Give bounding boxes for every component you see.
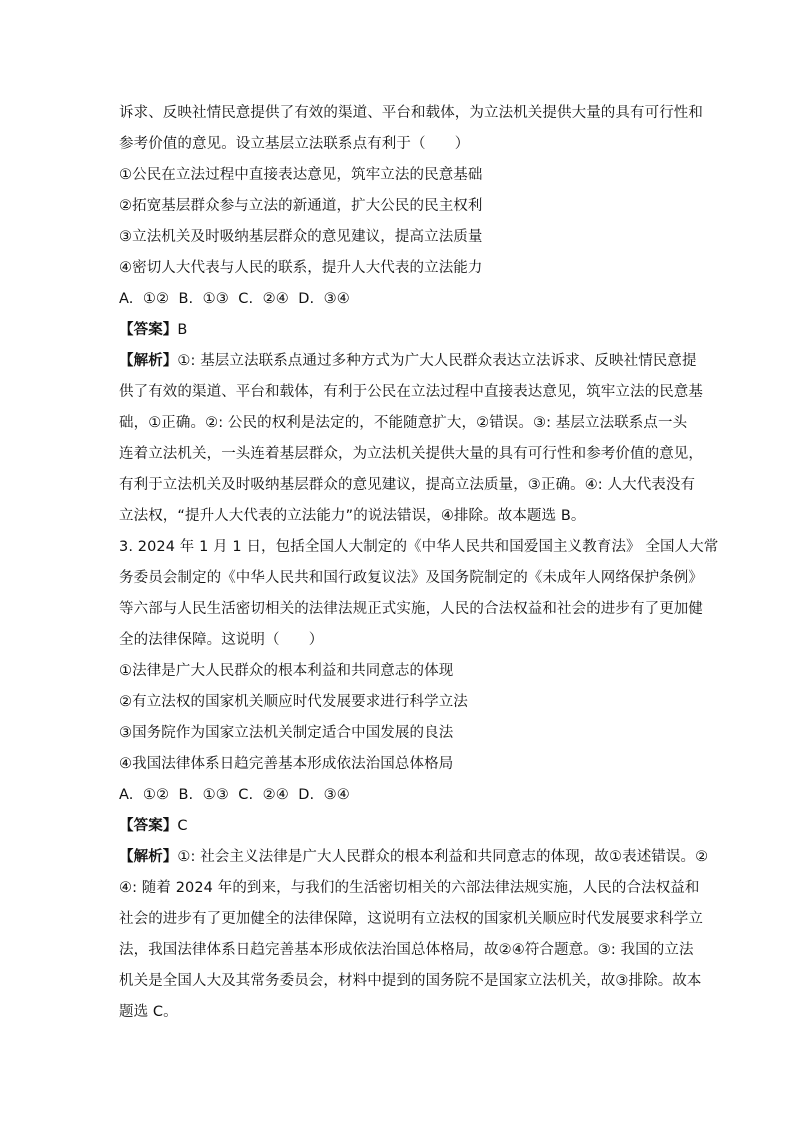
q3-analysis-line: 机关是全国人大及其常务委员会，材料中提到的国务院不是国家立法机关，故③排除。故本 [119,973,702,989]
q3-answer [119,811,689,842]
q2-analysis-line: 有利于立法机关及时吸纳基层群众的意见建议，提高立法质量，③正确。④: 人大代表没有 [119,477,696,493]
q3-option: ④我国法律体系日趋完善基本形成依法治国总体格局 [119,756,454,772]
q2-option: ④密切人大代表与人民的联系，提升人大代表的立法能力 [119,260,483,276]
q2-stem-line: 诉求、反映社情民意提供了有效的渠道、平台和载体，为立法机关提供大量的具有可行性和 [119,105,703,121]
q2-answer [119,315,689,346]
q2-option: ②拓宽基层群众参与立法的新通道，扩大公民的民主权利 [119,198,483,214]
q3-choices: A. ①② B. ①③ C. ②④ D. ③④ [119,787,350,803]
q3-analysis-line [119,842,709,873]
answer-value: B [177,322,188,338]
document-content [119,98,719,1028]
q2-option: ③立法机关及时吸纳基层群众的意见建议，提高立法质量 [119,229,483,245]
q3-analysis-line: 社会的进步有了更加健全的法律保障，这说明有立法权的国家机关顺应时代发展要求科学立 [119,911,703,927]
q2-analysis-line: 立法权，“提升人大代表的立法能力”的说法错误，④排除。故本题选 B。 [119,508,586,524]
analysis-text: ①: 基层立法联系点通过多种方式为广大人民群众表达立法诉求、反映社情民意提 [177,353,697,369]
q2-option: ①公民在立法过程中直接表达意见，筑牢立法的民意基础 [119,167,483,183]
q2-analysis-line [119,346,697,377]
analysis-label: 【解析】 [119,353,178,369]
analysis-label: 【解析】 [119,849,178,865]
q3-option: ①法律是广大人民群众的根本利益和共同意志的体现 [119,663,454,679]
analysis-text: ①: 社会主义法律是广大人民群众的根本利益和共同意志的体现，故①表述错误。② [177,849,709,865]
q3-stem-line: 全的法律保障。这说明（ ） [119,632,324,648]
q2-analysis-line: 础，①正确。②: 公民的权利是法定的，不能随意扩大，②错误。③: 基层立法联系点一头 [119,415,688,431]
q2-analysis-line: 供了有效的渠道、平台和载体，有利于公民在立法过程中直接表达意见，筑牢立法的民意基 [119,384,703,400]
q3-analysis-line: ④: 随着 2024 年的到来，与我们的生活密切相关的六部法律法规实施，人民的合法权益和 [119,880,700,896]
answer-label: 【答案】 [119,818,178,834]
q2-analysis-line: 连着立法机关，一头连着基层群众，为立法机关提供大量的具有可行性和参考价值的意见， [119,446,703,462]
q3-stem-line: 等六部与人民生活密切相关的法律法规正式实施，人民的合法权益和社会的进步有了更加健 [119,601,703,617]
q3-analysis-line: 题选 C。 [119,1004,178,1020]
q2-choices: A. ①② B. ①③ C. ②④ D. ③④ [119,291,350,307]
q3-stem-line: 务委员会制定的《中华人民共和国行政复议法》及国务院制定的《未成年人网络保护条例》 [119,570,703,586]
answer-label: 【答案】 [119,322,178,338]
answer-value: C [177,818,188,834]
q3-option: ②有立法权的国家机关顺应时代发展要求进行科学立法 [119,694,468,710]
q3-option: ③国务院作为国家立法机关制定适合中国发展的良法 [119,725,454,741]
q3-stem-line: 3. 2024 年 1 月 1 日，包括全国人大制定的《中华人民共和国爱国主义教育法》 全国人大常 [119,539,719,555]
q2-stem-line: 参考价值的意见。设立基层立法联系点有利于（ ） [119,136,470,152]
q3-analysis-line: 法，我国法律体系日趋完善基本形成依法治国总体格局，故②④符合题意。③: 我国的立法 [119,942,694,958]
